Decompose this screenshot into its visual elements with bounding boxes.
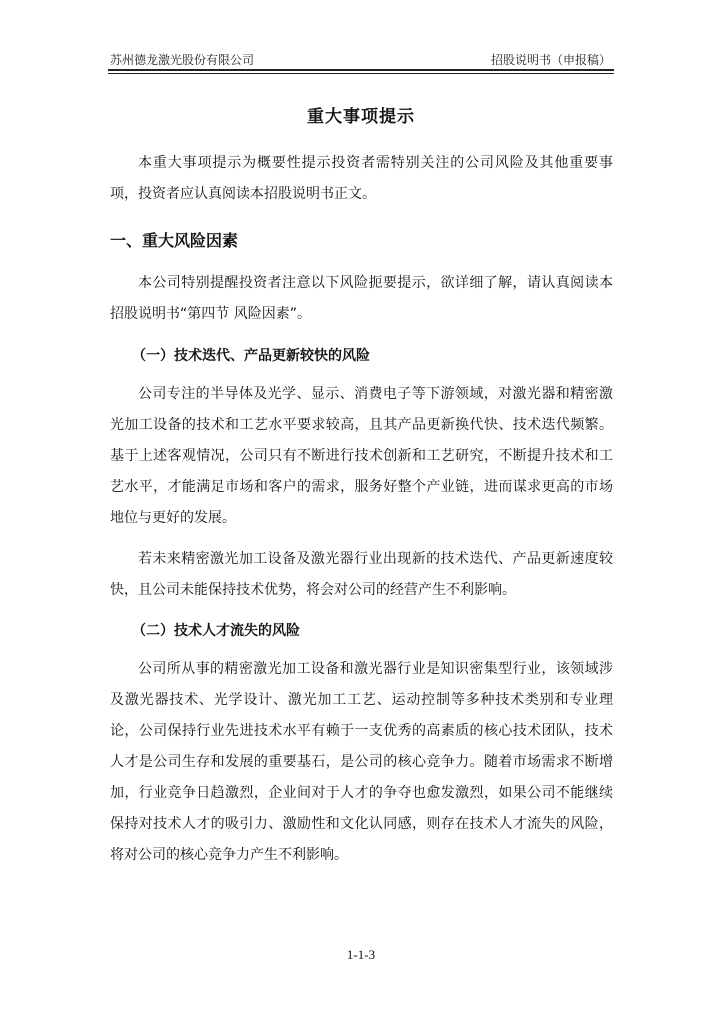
page-number: 1-1-3 (346, 947, 376, 962)
section-heading-major-risks: 一、重大风险因素 (110, 231, 239, 250)
header-document-type: 招股说明书（申报稿） (490, 53, 611, 67)
tech-iteration-paragraph-1: 公司专注的半导体及光学、显示、消费电子等下游领域，对激光器和精密激光加工设备的技术和工艺水平要求较高，且其产品更新换代快、技术迭代频繁。基于上述客观情况，公司只有不断进行技术创新和工艺研究，不断提升技术和工艺水平，才能满足市场和客户的需求，服务好整个产业链，进而谋求更高的市场地位与更好的发展。 (110, 386, 613, 526)
header-rule-thick (108, 69, 614, 71)
tech-iteration-paragraph-2: 若未来精密激光加工设备及激光器行业出现新的技术迭代、产品更新速度较快，且公司未能保持技术优势，将会对公司的经营产生不利影响。 (110, 551, 613, 598)
subsection-heading-talent-loss: （二）技术人才流失的风险 (132, 623, 300, 639)
page-header (110, 52, 613, 68)
talent-loss-paragraph: 公司所从事的精密激光加工设备和激光器行业是知识密集型行业，该领域涉及激光器技术、光学设计、激光加工工艺、运动控制等多种技术类别和专业理论，公司保持行业先进技术水平有赖于一支优秀的高素质的核心技术团队，技术人才是公司生存和发展的重要基石，是公司的核心竞争力。随着市场需求不断增加，行业竞争日趋激烈，企业间对于人才的争夺也愈发激烈，如果公司不能继续保持对技术人才的吸引力、激励性和文化认同感，则存在技术人才流失的风险，将对公司的核心竞争力产生不利影响。 (110, 661, 613, 863)
header-rule-thin (108, 73, 614, 74)
subsection-heading-tech-iteration: （一）技术迭代、产品更新较快的风险 (132, 348, 370, 364)
header-company-name: 苏州德龙激光股份有限公司 (110, 53, 255, 67)
section-intro-paragraph: 本公司特别提醒投资者注意以下风险扼要提示，欲详细了解，请认真阅读本招股说明书“第四节 风险因素”。 (110, 275, 613, 322)
page-title: 重大事项提示 (307, 107, 415, 127)
intro-paragraph: 本重大事项提示为概要性提示投资者需特别关注的公司风险及其他重要事项，投资者应认真阅读本招股说明书正文。 (110, 155, 613, 202)
